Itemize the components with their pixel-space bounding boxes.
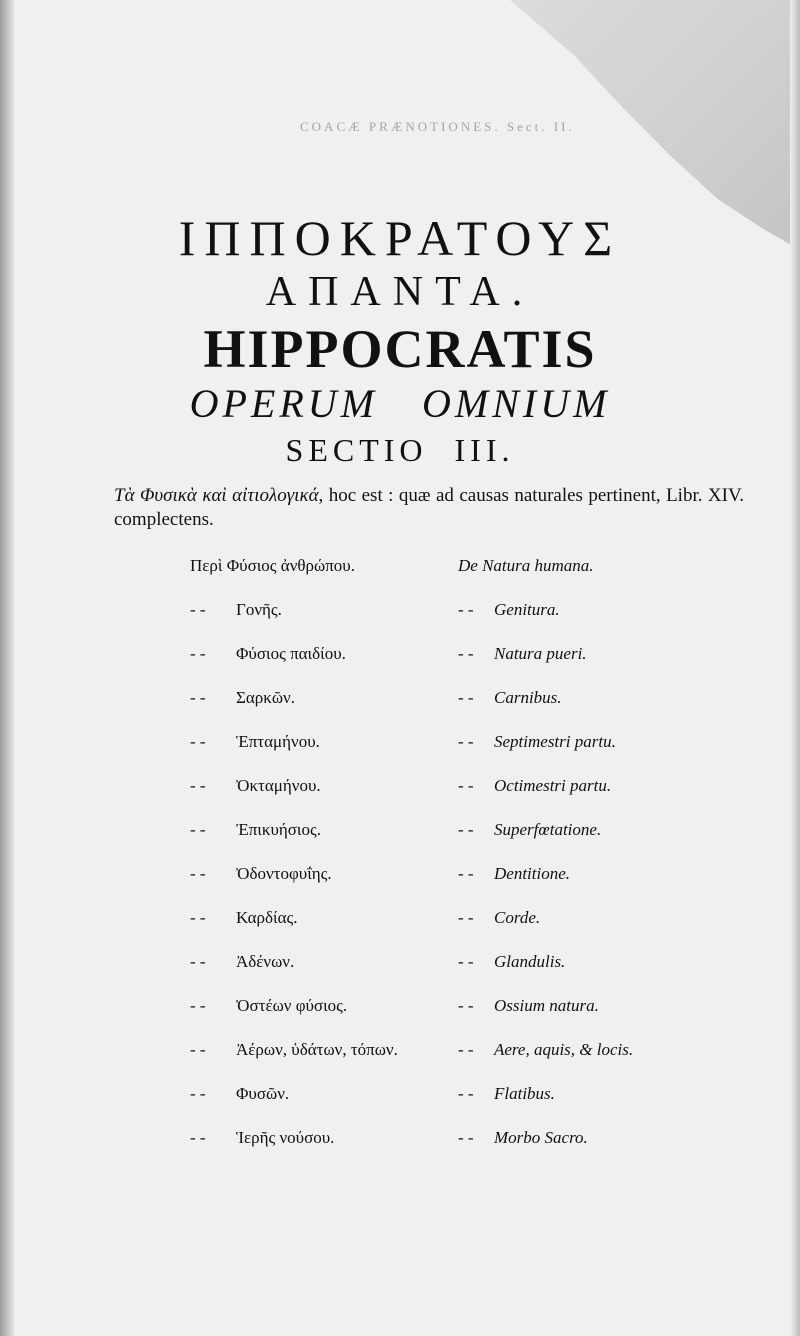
leader-dots: - -	[458, 952, 474, 971]
leader-dots: - -	[190, 1128, 206, 1147]
contents-row	[0, 820, 800, 850]
greek-entry: Ὀκταμήνου.	[236, 776, 321, 795]
latin-entry: Genitura.	[494, 600, 560, 619]
contents-list	[0, 556, 800, 1156]
leader-dots: - -	[458, 644, 474, 663]
contents-row	[0, 776, 800, 806]
leader-dots: - -	[458, 1128, 474, 1147]
greek-entry: Ἀέρων, ὑδάτων, τόπων.	[236, 1040, 398, 1059]
leader-dots: - -	[458, 600, 474, 619]
greek-title: ΙΠΠΟΚΡΑΤΟΥΣ	[178, 210, 622, 266]
leader-dots: - -	[190, 776, 206, 795]
contents-row	[0, 600, 800, 630]
leader-dots: - -	[458, 820, 474, 839]
intro-paragraph	[114, 484, 744, 532]
leader-dots: - -	[458, 1084, 474, 1103]
greek-entry: Ἐπικυήσιος.	[236, 820, 321, 839]
contents-row	[0, 952, 800, 982]
leader-dots: - -	[190, 1084, 206, 1103]
leader-dots: - -	[458, 908, 474, 927]
title-block	[0, 210, 800, 472]
leader-dots: - -	[190, 732, 206, 751]
latin-entry: Flatibus.	[494, 1084, 555, 1103]
latin-title: HIPPOCRATIS	[203, 319, 597, 379]
greek-entry: Καρδίας.	[236, 908, 298, 927]
latin-entry: Superfœtatione.	[494, 820, 602, 839]
leader-dots: - -	[190, 600, 206, 619]
greek-subtitle: ΑΠΑΝΤΑ.	[265, 269, 535, 315]
leader-dots: - -	[458, 732, 474, 751]
bleed-through-running-header: COACÆ PRÆNOTIONES. Sect. II.	[300, 119, 575, 134]
leader-dots: - -	[458, 688, 474, 707]
latin-entry: Septimestri partu.	[494, 732, 616, 751]
contents-row	[0, 864, 800, 894]
contents-row	[0, 688, 800, 718]
latin-entry: Aere, aquis, & locis.	[494, 1040, 634, 1059]
intro-greek: Τὰ Φυσικὰ καὶ αἰτιολογικά,	[114, 485, 324, 506]
contents-row	[0, 556, 800, 586]
leader-dots: - -	[190, 820, 206, 839]
latin-entry: Carnibus.	[494, 688, 562, 707]
leader-dots: - -	[458, 996, 474, 1015]
latin-entry: Natura pueri.	[494, 644, 587, 663]
greek-entry: Σαρκῶν.	[236, 688, 295, 707]
latin-entry: Corde.	[494, 908, 541, 927]
leader-dots: - -	[458, 776, 474, 795]
latin-entry: Glandulis.	[494, 952, 566, 971]
contents-row	[0, 908, 800, 938]
intro-latin: hoc est : quæ ad causas naturales pertinent, Libr. XIV. complectens.	[114, 485, 744, 530]
leader-dots: - -	[458, 1040, 474, 1059]
greek-entry: Φυσῶν.	[236, 1084, 290, 1103]
latin-entry: Ossium natura.	[494, 996, 599, 1015]
section-heading: SECTIO III.	[285, 432, 515, 468]
latin-subtitle: OPERUM OMNIUM	[189, 381, 611, 426]
contents-row	[0, 1084, 800, 1114]
greek-entry: Περὶ Φύσιος ἀνθρώπου.	[190, 556, 355, 575]
contents-row	[0, 644, 800, 674]
contents-row	[0, 732, 800, 762]
latin-entry: Morbo Sacro.	[494, 1128, 588, 1147]
contents-row	[0, 1040, 800, 1070]
leader-dots: - -	[458, 864, 474, 883]
greek-entry: Γονῆς.	[236, 600, 282, 619]
latin-entry: Octimestri partu.	[494, 776, 612, 795]
greek-entry: Ἱερῆς νούσου.	[236, 1128, 335, 1147]
leader-dots: - -	[190, 688, 206, 707]
contents-row	[0, 996, 800, 1026]
greek-entry: Ἀδένων.	[236, 952, 295, 971]
latin-entry: De Natura humana.	[458, 556, 594, 575]
leader-dots: - -	[190, 996, 206, 1015]
greek-entry: Ὀστέων φύσιος.	[236, 996, 348, 1015]
leader-dots: - -	[190, 864, 206, 883]
leader-dots: - -	[190, 952, 206, 971]
greek-entry: Ὀδοντοφυΐης.	[236, 864, 332, 883]
leader-dots: - -	[190, 908, 206, 927]
greek-entry: Ἑπταμήνου.	[236, 732, 320, 751]
leader-dots: - -	[190, 644, 206, 663]
contents-row	[0, 1128, 800, 1158]
leader-dots: - -	[190, 1040, 206, 1059]
greek-entry: Φύσιος παιδίου.	[236, 644, 346, 663]
latin-entry: Dentitione.	[494, 864, 571, 883]
